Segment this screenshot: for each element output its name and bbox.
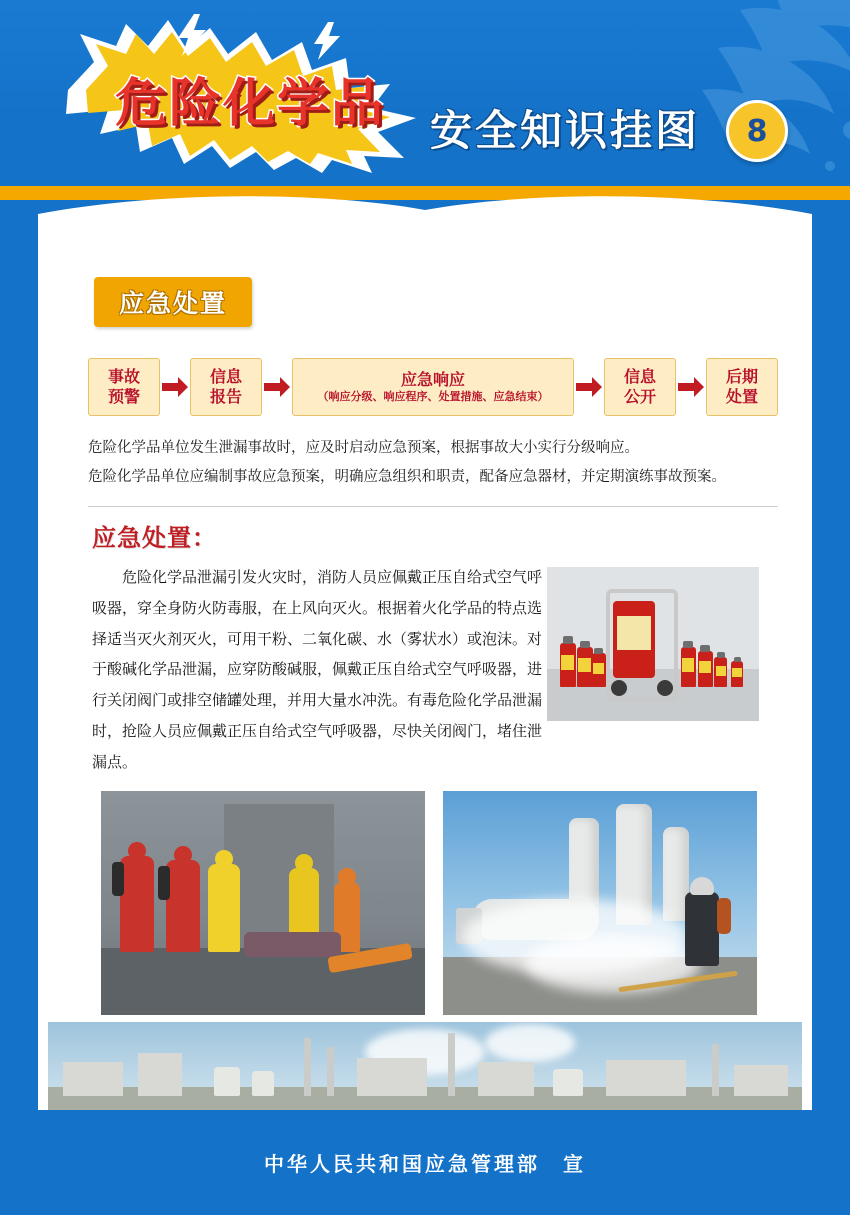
section-divider xyxy=(88,506,778,507)
emergency-response-flow xyxy=(88,356,778,418)
section-tag-label: 应急处置 xyxy=(118,289,227,318)
flow-arrow-icon-2 xyxy=(262,377,292,397)
lightning-bolt-icon xyxy=(172,14,212,56)
flow-arrow-icon-3 xyxy=(574,377,604,397)
flow-arrow-icon-1 xyxy=(160,377,190,397)
flow-step-3: 应急响应 （响应分级、响应程序、处置措施、应急结束） xyxy=(292,358,574,416)
tanker-spill-firefighting-photo xyxy=(440,788,760,1018)
issue-number-badge: 8 xyxy=(726,100,788,162)
flow-note-2: 危险化学品单位应编制事故应急预案，明确应急组织和职责，配备应急器材，并定期演练事故预案。 xyxy=(88,469,726,485)
main-body-text: 危险化学品泄漏引发火灾时，消防人员应佩戴正压自给式空气呼吸器，穿全身防火防毒服，在上风向灭火。根据着火化学品的特点选择适当灭火剂灭火，可用干粉、二氧化碳、水（雾状水）或泡沫。对于酸碱化学品泄漏，应穿防酸碱服，佩戴正压自给式空气呼吸器，进行关闭阀门或排空储罐处理，并用大量水冲洗。有毒危险化学品泄漏时，抢险人员应佩戴正压自给式空气呼吸器，尽快关闭阀门，堵住泄漏点。 xyxy=(92,568,543,771)
main-heading: 应急处置： xyxy=(92,524,217,552)
flow-note-1: 危险化学品单位发生泄漏事故时，应及时启动应急预案，根据事故大小实行分级响应。 xyxy=(88,440,639,456)
flow-step-5: 后期 处置 xyxy=(706,358,778,416)
flow-notes xyxy=(88,434,788,492)
flow-step-1: 事故 预警 xyxy=(88,358,160,416)
poster-body xyxy=(38,222,812,1112)
chemical-rescue-drill-photo xyxy=(98,788,428,1018)
lightning-bolt-icon-2 xyxy=(310,22,344,60)
footer-text: 中华人民共和国应急管理部 宣 xyxy=(264,1152,586,1176)
flow-step-4: 信息 公开 xyxy=(604,358,676,416)
fire-extinguishers-photo xyxy=(544,564,762,724)
flow-step-2: 信息 报告 xyxy=(190,358,262,416)
page-title: 危险化学品 xyxy=(114,74,385,134)
page-subtitle: 安全知识挂图 xyxy=(430,106,701,155)
poster-header xyxy=(0,0,850,200)
section-tag xyxy=(94,277,252,327)
flow-arrow-icon-4 xyxy=(676,377,706,397)
poster-footer xyxy=(0,1110,850,1215)
